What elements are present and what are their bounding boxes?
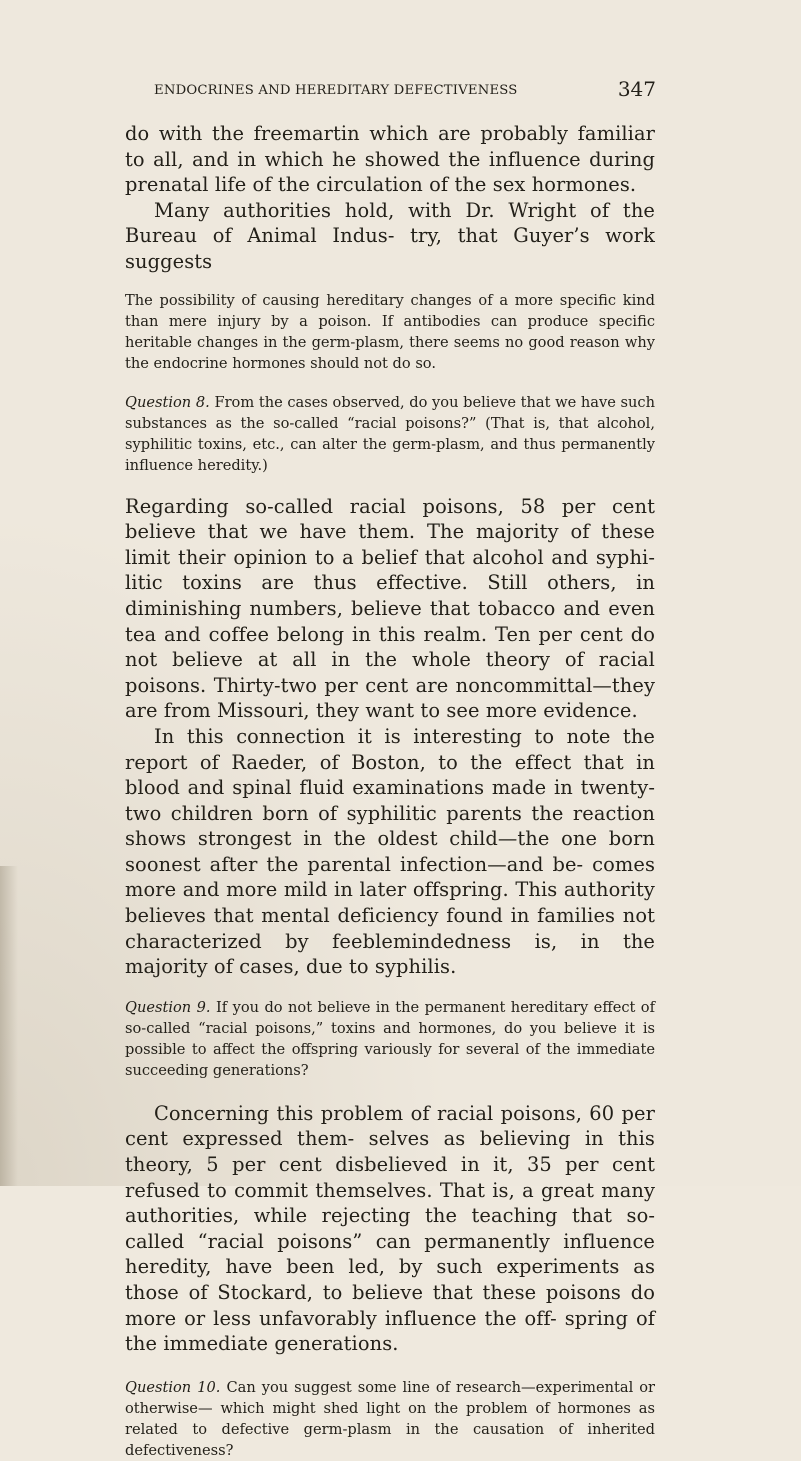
paragraph-concerning: Concerning this problem of racial poisons, 60 per cent expressed them- selves as believing in this theory, 5 per cent disbelieved in it, 35 per cent refused to commit themselves. That is, a great many authorities, while rejecting the teaching that so-called “racial poisons” can permanently influence heredity, have been led, by such experiments as those of Stockard, to believe that these poisons do more or less unfavorably influence the off- spring of the immediate generations.	[125, 1101, 655, 1356]
question-8-text: From the cases observed, do you believe that we have such substances as the so-called “racial poisons?” (That is, that alcohol, syphilitic toxins, etc., can alter the germ-plasm, and thus permanently influence heredity.)	[125, 393, 655, 474]
running-head: ENDOCRINES AND HEREDITARY DEFECTIVENESS	[154, 83, 518, 98]
page-edge-shadow	[0, 866, 18, 1186]
paragraph-racial-poisons: Regarding so-called racial poisons, 58 per cent believe that we have them. The majority of these limit their opinion to a belief that alcohol and syphi- litic toxins are thus effective. Still others, in diminishing numbers, believe that tobacco and even tea and coffee belong in this realm. Ten per cent do not believe at all in the whole theory of racial poisons. Thirty-two per cent are noncommittal—they are from Missouri, they want to see more evidence.	[125, 494, 655, 723]
question-9-label: Question 9.	[125, 998, 211, 1016]
paragraph-freemartin: do with the freemartin which are probably familiar to all, and in which he showed the influence during prenatal life of the circulation of the sex hormones.	[125, 122, 655, 197]
question-9	[125, 997, 655, 1081]
paragraph-raeder-report: In this connection it is interesting to note the report of Raeder, of Boston, to the effect that in blood and spinal fluid examinations made in twenty- two children born of syphilitic parents the reaction shows strongest in the oldest child—the one born soonest after the parental infection—and be- comes more and more mild in later offspring. This authority believes that mental deficiency found in families not characterized by feeblemindedness is, in the majority of cases, due to syphilis.	[125, 724, 655, 979]
question-10	[125, 1377, 655, 1461]
question-9-text: If you do not believe in the permanent hereditary effect of so-called “racial poisons,” toxins and hormones, do you believe it is possible to affect the offspring variously for several of the immediate succeeding generations?	[125, 998, 655, 1079]
page-header	[154, 77, 656, 105]
question-10-label: Question 10.	[125, 1378, 221, 1396]
block-quote: The possibility of causing hereditary changes of a more specific kind than mere injury by a poison. If antibodies can produce specific heritable changes in the germ-plasm, there seems no good reason why the endocrine hormones should not do so.	[125, 291, 655, 372]
page-content	[125, 121, 655, 1461]
page-number: 347	[617, 77, 656, 101]
paragraph-authorities: Many authorities hold, with Dr. Wright of the Bureau of Animal Indus- try, that Guyer’s work suggests	[125, 198, 655, 273]
question-8-label: Question 8.	[125, 393, 210, 411]
question-8	[125, 392, 655, 476]
question-10-text: Can you suggest some line of research—experimental or otherwise— which might shed light on the problem of hormones as related to defective germ-plasm in the causation of inherited defectiveness?	[125, 1378, 656, 1459]
